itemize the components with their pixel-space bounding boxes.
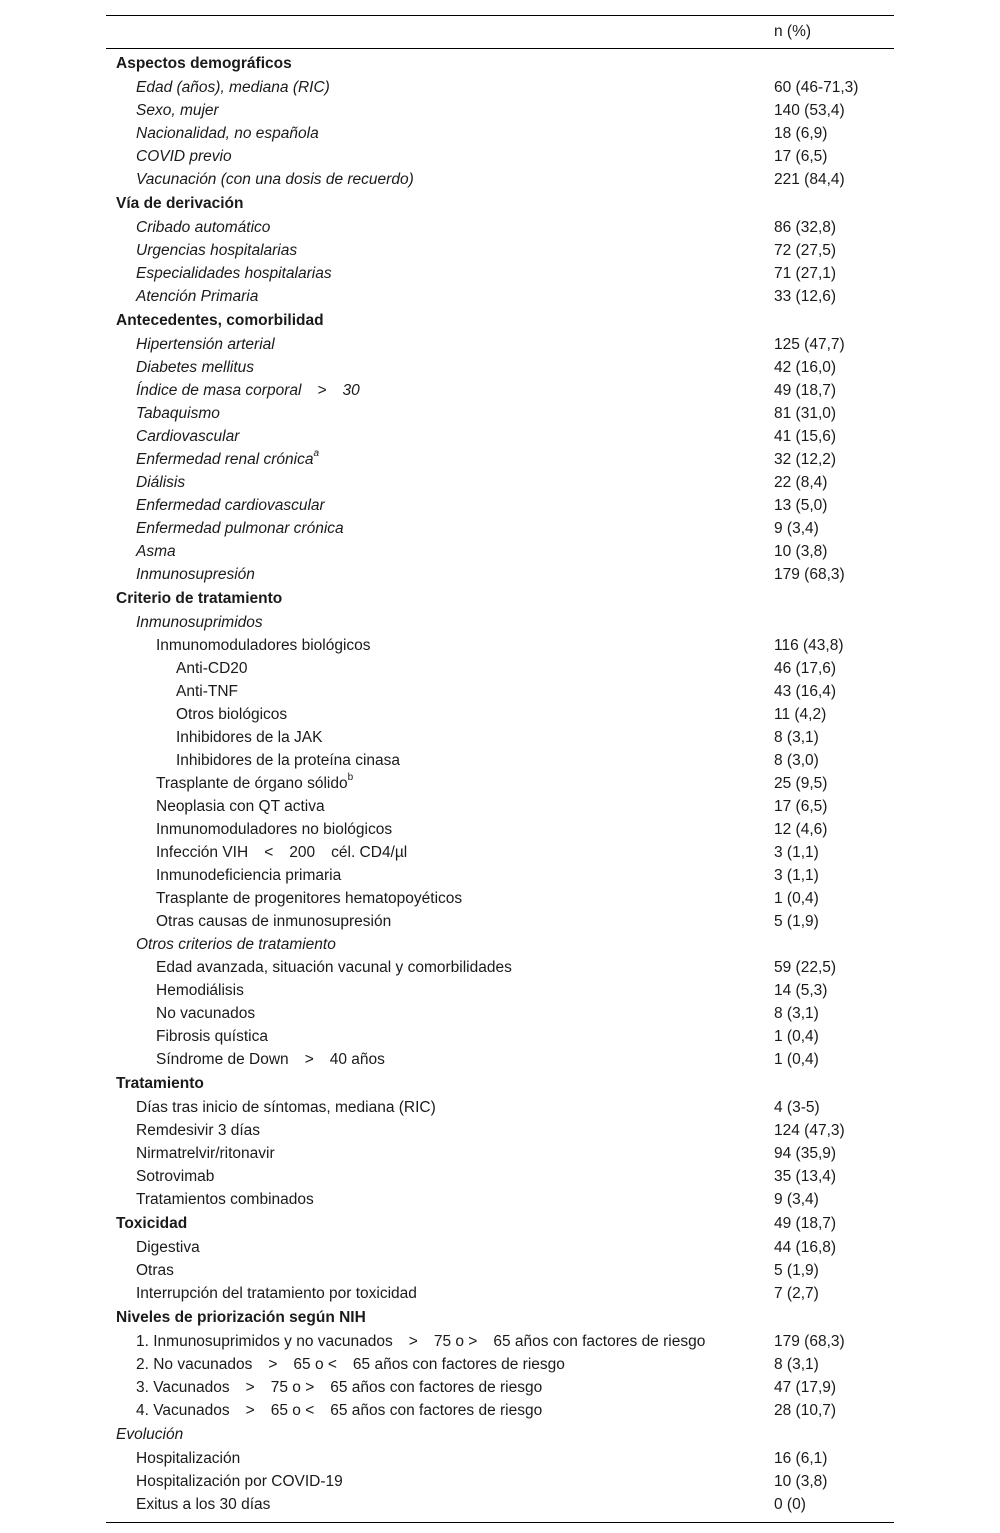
section-title: Toxicidad 49 (18,7) [116,1215,837,1232]
table-row: Anti-TNF 43 (16,4) [176,683,837,700]
table-row: Inhibidores de la proteína cinasa 8 (3,0) [176,752,819,769]
table-row: Enfermedad renal crónica$^a$ 32 (12,2) [136,447,837,468]
table-row: Nirmatrelvir/ritonavir 94 (35,9) [136,1145,837,1162]
table-row: Hospitalización 16 (6,1) [136,1450,828,1467]
table-row: 3. Vacunados > 75 o > 65 años con factores de riesgo 47 (17,9) [136,1379,837,1396]
footnote-marker: a [313,447,320,459]
table-row: Atención Primaria 33 (12,6) [136,288,837,305]
table-row: Inmunodeficiencia primaria 3 (1,1) [156,867,819,884]
table-row: Sotrovimab 35 (13,4) [136,1168,837,1185]
table-row: Trasplante de órgano sólido$^b$ 25 (9,5) [156,771,828,792]
table-row: Infección VIH < 200 cél. CD4/µl 3 (1,1) [156,844,819,861]
table-row: Edad avanzada, situación vacunal y comorbilidades 59 (22,5) [156,959,837,976]
data-table [106,15,894,1523]
header-rule [106,48,894,49]
table-row: Cardiovascular 41 (15,6) [136,428,837,445]
section-title: Tratamiento [116,1075,204,1092]
table-row: No vacunados 8 (3,1) [156,1005,819,1022]
section-title-italic: Evolución [116,1426,184,1443]
table-row: Enfermedad cardiovascular 13 (5,0) [136,497,828,514]
subsection-title: Inmunosuprimidos [136,614,263,631]
table-row: Diálisis 22 (8,4) [136,474,828,491]
section-title: Aspectos demográficos [116,55,292,72]
table-bottom-rule [106,1522,894,1523]
section-title: Criterio de tratamiento [116,590,283,607]
table-row: COVID previo 17 (6,5) [136,148,828,165]
header-value-column: n (%) [774,23,812,40]
table-row: Especialidades hospitalarias 71 (27,1) [136,265,837,282]
table-row: Tratamientos combinados 9 (3,4) [136,1191,819,1208]
footnote-marker: b [347,771,354,783]
table-row: Días tras inicio de síntomas, mediana (RIC) 4 (3-5) [136,1099,820,1116]
table-row: 4. Vacunados > 65 o < 65 años con factores de riesgo 28 (10,7) [136,1402,837,1419]
table-header [106,16,894,48]
table-row: Digestiva 44 (16,8) [136,1239,837,1256]
table-row: Índice de masa corporal > 30 49 (18,7) [136,382,837,399]
table-row: Fibrosis quística 1 (0,4) [156,1028,819,1045]
table-row: Tabaquismo 81 (31,0) [136,405,837,422]
table-row: Cribado automático 86 (32,8) [136,219,837,236]
table-row: Inmunomoduladores biológicos 116 (43,8) [156,637,844,654]
table-row: Inhibidores de la JAK 8 (3,1) [176,729,819,746]
table-row: 2. No vacunados > 65 o < 65 años con factores de riesgo 8 (3,1) [136,1356,819,1373]
table-row: Trasplante de progenitores hematopoyéticos 1 (0,4) [156,890,819,907]
section-title: Antecedentes, comorbilidad [116,312,324,329]
section-title: Niveles de priorización según NIH [116,1309,366,1326]
table-row: Inmunosupresión 179 (68,3) [136,566,845,583]
table-row: Enfermedad pulmonar crónica 9 (3,4) [136,520,819,537]
table-row: Nacionalidad, no española 18 (6,9) [136,125,828,142]
table-row: Vacunación (con una dosis de recuerdo) 221 (84,4) [136,171,845,188]
table-row: Urgencias hospitalarias 72 (27,5) [136,242,837,259]
table-row: Otras 5 (1,9) [136,1262,819,1279]
table-row: Exitus a los 30 días 0 (0) [136,1496,806,1513]
table-row: Otros biológicos 11 (4,2) [176,706,827,723]
table-row: Asma 10 (3,8) [136,543,828,560]
table-row: Diabetes mellitus 42 (16,0) [136,359,837,376]
subsection-title: Otros criterios de tratamiento [136,936,336,953]
table-row: Síndrome de Down > 40 años 1 (0,4) [156,1051,819,1068]
table-row: 1. Inmunosuprimidos y no vacunados > 75 o > 65 años con factores de riesgo 179 (68,3) [136,1333,845,1350]
table-row: Interrupción del tratamiento por toxicidad 7 (2,7) [136,1285,819,1302]
table-row: Sexo, mujer 140 (53,4) [136,102,845,119]
table-row: Anti-CD20 46 (17,6) [176,660,837,677]
table-row: Edad (años), mediana (RIC) 60 (46-71,3) [136,79,859,96]
table-row: Hemodiálisis 14 (5,3) [156,982,828,999]
table-row: Otras causas de inmunosupresión 5 (1,9) [156,913,819,930]
table-row: Remdesivir 3 días 124 (47,3) [136,1122,845,1139]
table-row: Neoplasia con QT activa 17 (6,5) [156,798,828,815]
table-row: Inmunomoduladores no biológicos 12 (4,6) [156,821,828,838]
section-title: Vía de derivación [116,195,244,212]
table-row: Hospitalización por COVID-19 10 (3,8) [136,1473,828,1490]
table-row: Hipertensión arterial 125 (47,7) [136,336,845,353]
